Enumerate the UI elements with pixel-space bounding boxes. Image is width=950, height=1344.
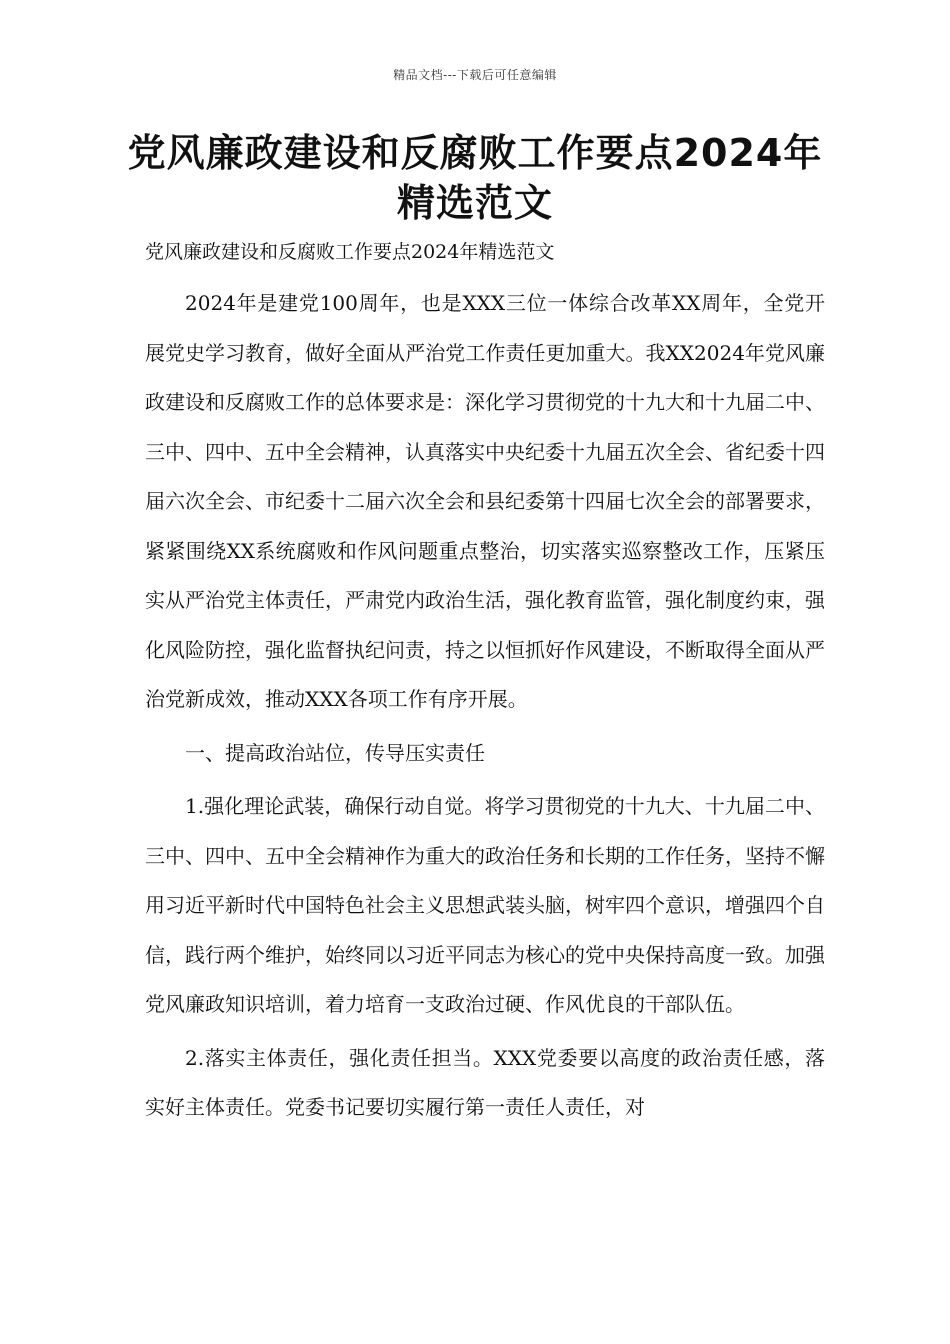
section-heading-1: 一、提高政治站位，传导压实责任 xyxy=(185,740,485,765)
document-title: 党风廉政建设和反腐败工作要点2024年精选范文 xyxy=(127,131,823,225)
paragraph-item-2: 2.落实主体责任，强化责任担当。XXX党委要以高度的政治责任感，落实好主体责任。党委书记要切实履行第一责任人责任，对 xyxy=(145,1045,825,1119)
document-subtitle: 党风廉政建设和反腐败工作要点2024年精选范文 xyxy=(145,241,555,263)
paragraph-item-1: 1.强化理论武装，确保行动自觉。将学习贯彻党的十九大、十九届二中、三中、四中、五中全会精神作为重大的政治任务和长期的工作任务，坚持不懈用习近平新时代中国特色社会主义思想武装头脑，树牢四个意识，增强四个自信，践行两个维护，始终同以习近平同志为核心的党中央保持高度一致。加强党风廉政知识培训，着力培育一支政治过硬、作风优良的干部队伍。 xyxy=(145,794,825,1016)
document-body xyxy=(145,232,825,1137)
header-note: 精品文档---下载后可任意编辑 xyxy=(393,68,557,82)
paragraph-intro: 2024年是建党100周年，也是XXX三位一体综合改革XX周年，全党开展党史学习教育，做好全面从严治党工作责任更加重大。我XX2024年党风廉政建设和反腐败工作的总体要求是：深化学习贯彻党的十九大和十九届二中、三中、四中、五中全会精神，认真落实中央纪委十九届五次全会、省纪委十四届六次全会、市纪委十二届六次全会和县纪委第十四届七次全会的部署要求，紧紧围绕XX系统腐败和作风问题重点整治，切实落实巡察整改工作，压紧压实从严治党主体责任，严肃党内政治生活，强化教育监管，强化制度约束，强化风险防控，强化监督执纪问责，持之以恒抓好作风建设，不断取得全面从严治党新成效，推动XXX各项工作有序开展。 xyxy=(145,291,825,711)
